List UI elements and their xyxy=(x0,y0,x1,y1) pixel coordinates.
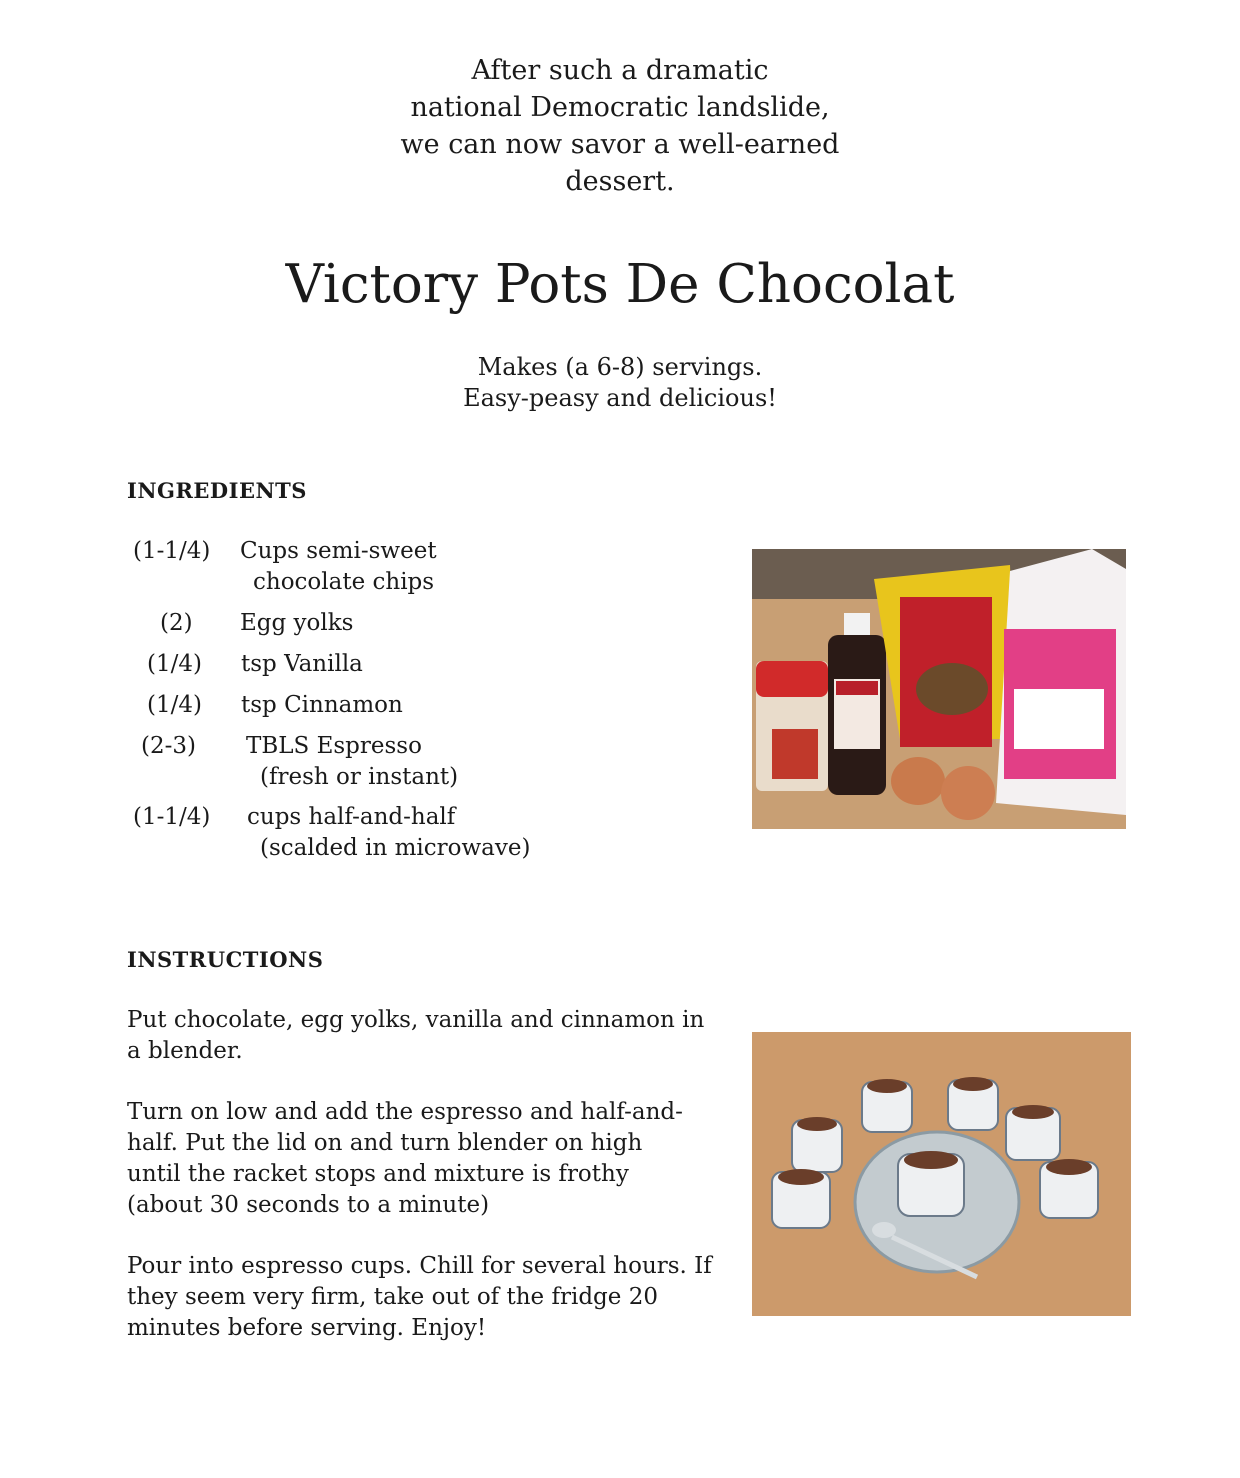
ingredients-photo-illustration xyxy=(752,549,1126,829)
ingredient-note: (fresh or instant) xyxy=(260,764,459,790)
instruction-step: Turn on low and add the espresso and half-and-half. Put the lid on and turn blender on high until the racket stops and mixture is frothy (about 30 seconds to a minute) xyxy=(127,1099,683,1218)
ingredient-text: cups half-and-half xyxy=(247,804,456,830)
intro-text xyxy=(0,52,1240,200)
intro-line: After such a dramatic xyxy=(471,55,769,86)
ingredients-heading: INGREDIENTS xyxy=(127,478,307,503)
ingredients-photo xyxy=(752,549,1126,829)
intro-line: national Democratic landslide, xyxy=(410,92,830,123)
ingredient-text: TBLS Espresso xyxy=(246,733,422,759)
instructions-list xyxy=(127,1005,727,1374)
yield-line: Makes (a 6-8) servings. xyxy=(477,353,763,381)
ingredient-qty: (2-3) xyxy=(141,733,196,759)
recipe-yield xyxy=(0,352,1240,414)
yield-line: Easy-peasy and delicious! xyxy=(463,384,777,412)
ingredient-note: chocolate chips xyxy=(253,569,435,595)
ingredient-text: tsp Vanilla xyxy=(241,651,363,677)
ingredient-qty: (1/4) xyxy=(147,692,202,718)
ingredients-list xyxy=(0,536,700,876)
instructions-heading: INSTRUCTIONS xyxy=(127,947,324,972)
instruction-step: Put chocolate, egg yolks, vanilla and cinnamon in a blender. xyxy=(127,1007,705,1064)
ingredient-text: Egg yolks xyxy=(240,610,354,636)
recipe-title: Victory Pots De Chocolat xyxy=(285,254,955,315)
intro-line: dessert. xyxy=(565,166,675,197)
ingredient-note: (scalded in microwave) xyxy=(260,835,531,861)
ingredient-qty: (1-1/4) xyxy=(133,804,211,830)
ingredient-qty: (1/4) xyxy=(147,651,202,677)
ingredient-qty: (2) xyxy=(160,610,193,636)
instruction-step: Pour into espresso cups. Chill for several hours. If they seem very firm, take out of the fridge 20 minutes before serving. Enjoy! xyxy=(127,1253,712,1341)
dessert-photo-illustration xyxy=(752,1032,1131,1316)
ingredient-text: Cups semi-sweet xyxy=(240,538,437,564)
ingredient-qty: (1-1/4) xyxy=(133,538,211,564)
intro-line: we can now savor a well-earned xyxy=(400,129,840,160)
ingredient-text: tsp Cinnamon xyxy=(241,692,403,718)
finished-dessert-photo xyxy=(752,1032,1131,1316)
